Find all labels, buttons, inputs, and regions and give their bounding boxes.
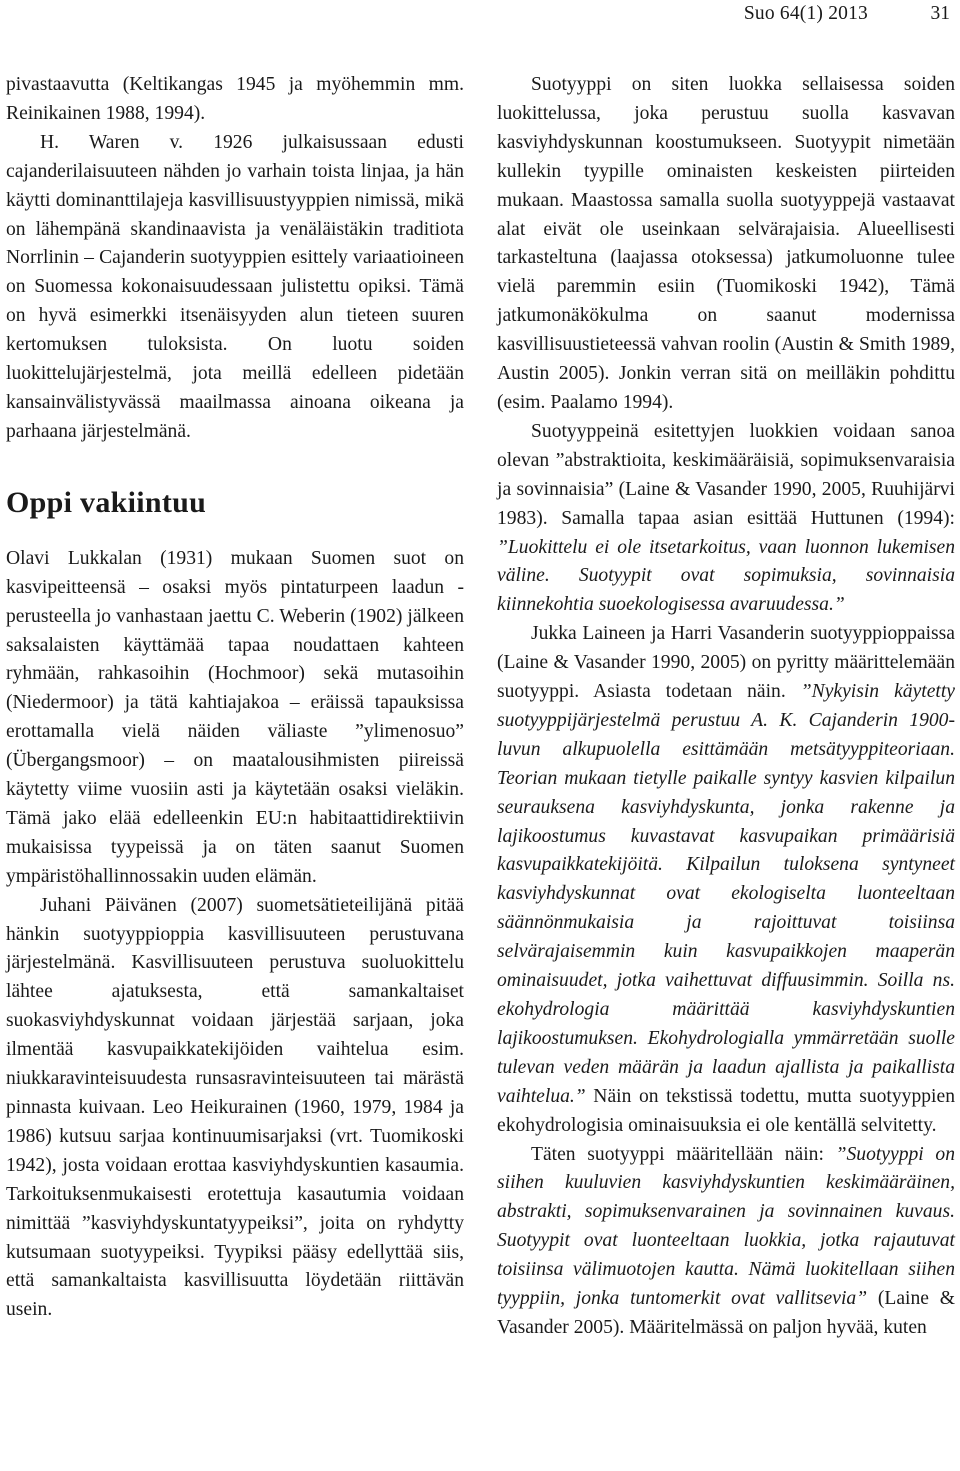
- paragraph-text: Jukka Laineen ja Harri Vasanderin suotyyppioppaissa (Laine & Vasander 1990, 2005) on pyritty määrittelemään suotyyppi. Asiasta todetaan näin.: [497, 623, 955, 703]
- left-column: [6, 71, 464, 1325]
- paragraph-lukkala: Olavi Lukkalan (1931) mukaan Suomen suot on kasvipeitteensä – osaksi myös pintaturpeen laadun - perusteella jo vanhastaan jaettu C. Weberin (1902) jälkeen saksalaisten käyttämää tapaa noudattaen kahteen ryhmään, rahkasoihin (Hochmoor) sekä mutasoihin (Niedermoor) ja tätä kahtiajakoa – eräissä tapauksissa erottamalla vielä näiden väliaste ”ylimenosuo” (Übergangsmoor) – on maatalousihmisten piireissä käytetty viime vuosiin asti ja käytetään osaksi vieläkin. Tämä jako elää edelleenkin EU:n habitaattidirektiivin mukaisissa tyypeissä ja on täten saanut Suomen ympäristöhallinnossakin uuden elämän.: [6, 547, 464, 887]
- quotation-definition: ”Suotyyppi on siihen kuuluvien kasviyhdyskuntien keskimääräinen, abstrakti, sopimuksenvarainen ja sovinnainen kuvaus. Suotyypit ovat luonteeltaan luokkia, jotka rajautuvat toisiinsa välimuotojen kautta. Nämä luokitellaan siihen tyyppiin, jonka tuntomerkit ovat vallitsevia”: [497, 1143, 956, 1310]
- quotation-huttunen: ”Luokittelu ei ole itsetarkoitus, vaan luonnon lukemisen väline. Suotyypit ovat sopimuksia, sovinnaisia kiinnekohtia suoekologisessa avaruudessa.”: [497, 536, 955, 616]
- paragraph-text: Täten suotyyppi määritellään näin:: [531, 1143, 836, 1165]
- paragraph-laine-vasander: [497, 620, 955, 1140]
- quotation-suotyyppijarjestelma: ”Nykyisin käytetty suotyyppijärjestelmä perustuu A. K. Cajanderin 1900-luvun alkupuolella esittämään metsätyyppiteoriaan. Teorian mukaan tietylle paikalle syntyy kasvien kilpailun seurauksena kasviyhdyskunta, jonka rakenne ja lajikoostumus kuvastavat kasvupaikan primäärisiä kasvupaikkatekijöitä. Kilpailun tuloksena syntyneet kasviyhdyskunnat ovat ekologiselta luonteeltaan säännönmukaisia ja rajoittuvat toisiinsa selvärajaisemmin kuin kasvupaikkojen maaperän ominaisuudet, jotka vaihettuvat diffuusimmin. Soilla ns. ekohydrologia määrittää kasviyhdyskuntien lajikoostumuksen. Ekohydrologialla ymmärretään suolle tulevan veden määrän ja laadun ajallista ja paikallista vaihtelua.”: [497, 681, 955, 1107]
- paragraph-paivanen: Juhani Päivänen (2007) suometsätieteilijänä pitää hänkin suotyyppioppia kasvillisuuteen perustuvana järjestelmänä. Kasvillisuuteen perustuva suoluokittelu lähtee ajatuksesta, että samankaltaiset suokasviyhdyskunnat voidaan järjestää sarjaan, joka ilmentää kasvupaikkatekijöiden vaihtelua esim. niukkaravinteisuudesta runsasravinteisuuteen tai märästä pinnasta kuivaan. Leo Heikurainen (1960, 1979, 1984 ja 1986) kutsuu sarjaa kontinuumisarjaksi (vrt. Tuomikoski 1942), josta voidaan erottaa kasviyhdyskuntien kasaumia. Tarkoituksenmukaisesti erotettuja kasautumia voidaan nimittää ”kasviyhdyskuntatyypeiksi”, joita on ryhdytty kutsumaan suotyypeiksi. Tyypiksi pääsy edellyttää siis, että samankaltaista kasvillisuutta löydetään riittävän usein.: [6, 894, 464, 1321]
- paragraph-continuation: pivastaavutta (Keltikangas 1945 ja myöhemmin mm. Reinikainen 1988, 1994).: [6, 74, 464, 124]
- paragraph-text: Näin on tekstissä todettu, mutta suotyyppien ekohydrologisia ominaisuuksia ei ole kentällä selvitetty.: [497, 1085, 955, 1136]
- right-column: [497, 71, 955, 1343]
- page-number: 31: [930, 3, 950, 24]
- journal-citation: Suo 64(1) 2013: [743, 3, 868, 24]
- page-header: [0, 0, 960, 30]
- paragraph-text: Suotyyppeinä esitettyjen luokkien voidaan sanoa olevan ”abstraktioita, keskimääräisiä, sopimuksenvaraisia ja sovinnaisia” (Laine & Vasander 1990, 2005, Ruuhijärvi 1983). Samalla tapaa asian esittää Huttunen (1994):: [497, 420, 955, 529]
- section-heading: Oppi vakiintuu: [6, 485, 207, 519]
- paragraph-suotyyppi: Suotyyppi on siten luokka sellaisessa soiden luokittelussa, joka perustuu suolla kasvavan kasviyhdyskunnan koostumukseen. Suotyypit nimetään kullekin tyypille ominaisten keskeisten piirteiden mukaan. Maastossa samalla suolla suotyyppejä vastaavat alat eivät ole useinkaan selvärajaisia. Alueellisesti tarkasteltuna (laajassa otoksessa) jatkumoluonne tulee vielä paremmin esiin (Tuomikoski 1942), Tämä jatkumonäkökulma on saanut modernissa kasvillisuustieteessä vahvan roolin (Austin & Smith 1989, Austin 2005). Jonkin verran sitä on meilläkin pohdittu (esim. Paalamo 1994).: [497, 74, 955, 413]
- paragraph-waren: H. Waren v. 1926 julkaisussaan edusti cajanderilaisuuteen nähden jo varhain toista linjaa, ja hän käytti dominanttilajeja kasvillisuustyyppien nimissä, mikä on lähempänä skandinaavista ja venäläistäkin traditiota Norrlinin – Cajanderin suotyyppien esittely variaatioineen on Suomessa kokonaisuudessaan julistettu opiksi. Tämä on hyvä esimerkki itsenäisyyden alun tieteen suuren kertomuksen tuloksista. On luotu soiden luokittelujärjestelmä, jota meillä edelleen pidetään kansainvälistyvässä maailmassa ainoana oikeana ja parhaana järjestelmänä.: [6, 131, 464, 442]
- paragraph-maaritelma: [497, 1141, 955, 1343]
- paragraph-abstraktioita: [497, 418, 955, 620]
- paragraph-text: (Laine & Vasander 2005). Määritelmässä on paljon hyvää, kuten: [497, 1288, 955, 1338]
